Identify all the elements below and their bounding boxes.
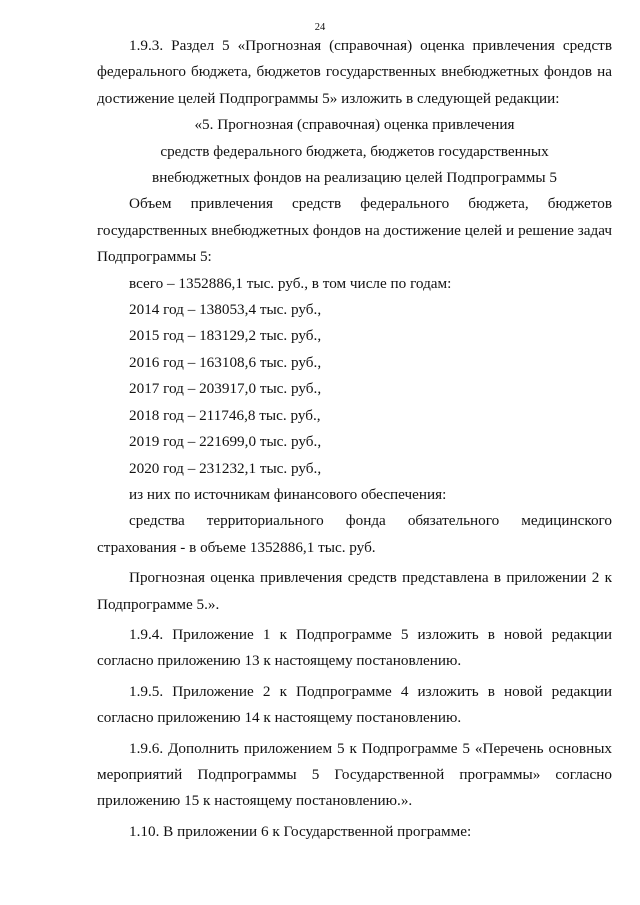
section-heading-line-1: «5. Прогнозная (справочная) оценка привлечения	[194, 116, 515, 134]
paragraph-1-10: 1.10. В приложении 6 к Государственной программе:	[129, 822, 472, 840]
year-line: 2015 год – 183129,2 тыс. руб.,	[129, 327, 322, 345]
paragraph-1-9-6: 1.9.6. Дополнить приложением 5 к Подпрограмме 5 «Перечень основных мероприятий Подпрограммы 5 Государственной программы» согласно приложению 15 к настоящему постановлению.».	[97, 739, 612, 810]
year-line: 2017 год – 203917,0 тыс. руб.,	[129, 380, 322, 398]
fund-means-paragraph: средства территориального фонда обязательного медицинского страхования - в объеме 1352886,1 тыс. руб.	[97, 512, 612, 556]
section-heading-line-3: внебюджетных фондов на реализацию целей Подпрограммы 5	[152, 169, 557, 187]
year-line: 2014 год – 138053,4 тыс. руб.,	[129, 301, 322, 319]
year-line: 2018 год – 211746,8 тыс. руб.,	[129, 406, 321, 424]
forecast-note-paragraph: Прогнозная оценка привлечения средств представлена в приложении 2 к Подпрограмме 5.».	[97, 569, 612, 613]
year-line: 2016 год – 163108,6 тыс. руб.,	[129, 353, 322, 371]
volume-intro-paragraph: Объем привлечения средств федерального бюджета, бюджетов государственных внебюджетных фондов на достижение целей и решение задач Подпрограммы 5:	[97, 195, 612, 266]
year-line: 2019 год – 221699,0 тыс. руб.,	[129, 433, 322, 451]
page-number: 24	[314, 22, 326, 33]
paragraph-1-9-5: 1.9.5. Приложение 2 к Подпрограмме 4 изложить в новой редакции согласно приложению 14 к настоящему постановлению.	[97, 682, 612, 727]
year-line: 2020 год – 231232,1 тыс. руб.,	[129, 459, 322, 477]
section-heading-line-2: средств федерального бюджета, бюджетов государственных	[160, 142, 549, 160]
paragraph-1-9-3: 1.9.3. Раздел 5 «Прогнозная (справочная) оценка привлечения средств федерального бюджета, бюджетов государственных внебюджетных фондов на достижение целей Подпрограммы 5» изложить в следующей редакции:	[97, 37, 612, 107]
paragraph-1-9-4: 1.9.4. Приложение 1 к Подпрограмме 5 изложить в новой редакции согласно приложению 13 к настоящему постановлению.	[97, 625, 612, 670]
total-line: всего – 1352886,1 тыс. руб., в том числе по годам:	[129, 274, 452, 292]
sources-intro-line: из них по источникам финансового обеспечения:	[129, 485, 447, 503]
document-body	[97, 33, 612, 845]
